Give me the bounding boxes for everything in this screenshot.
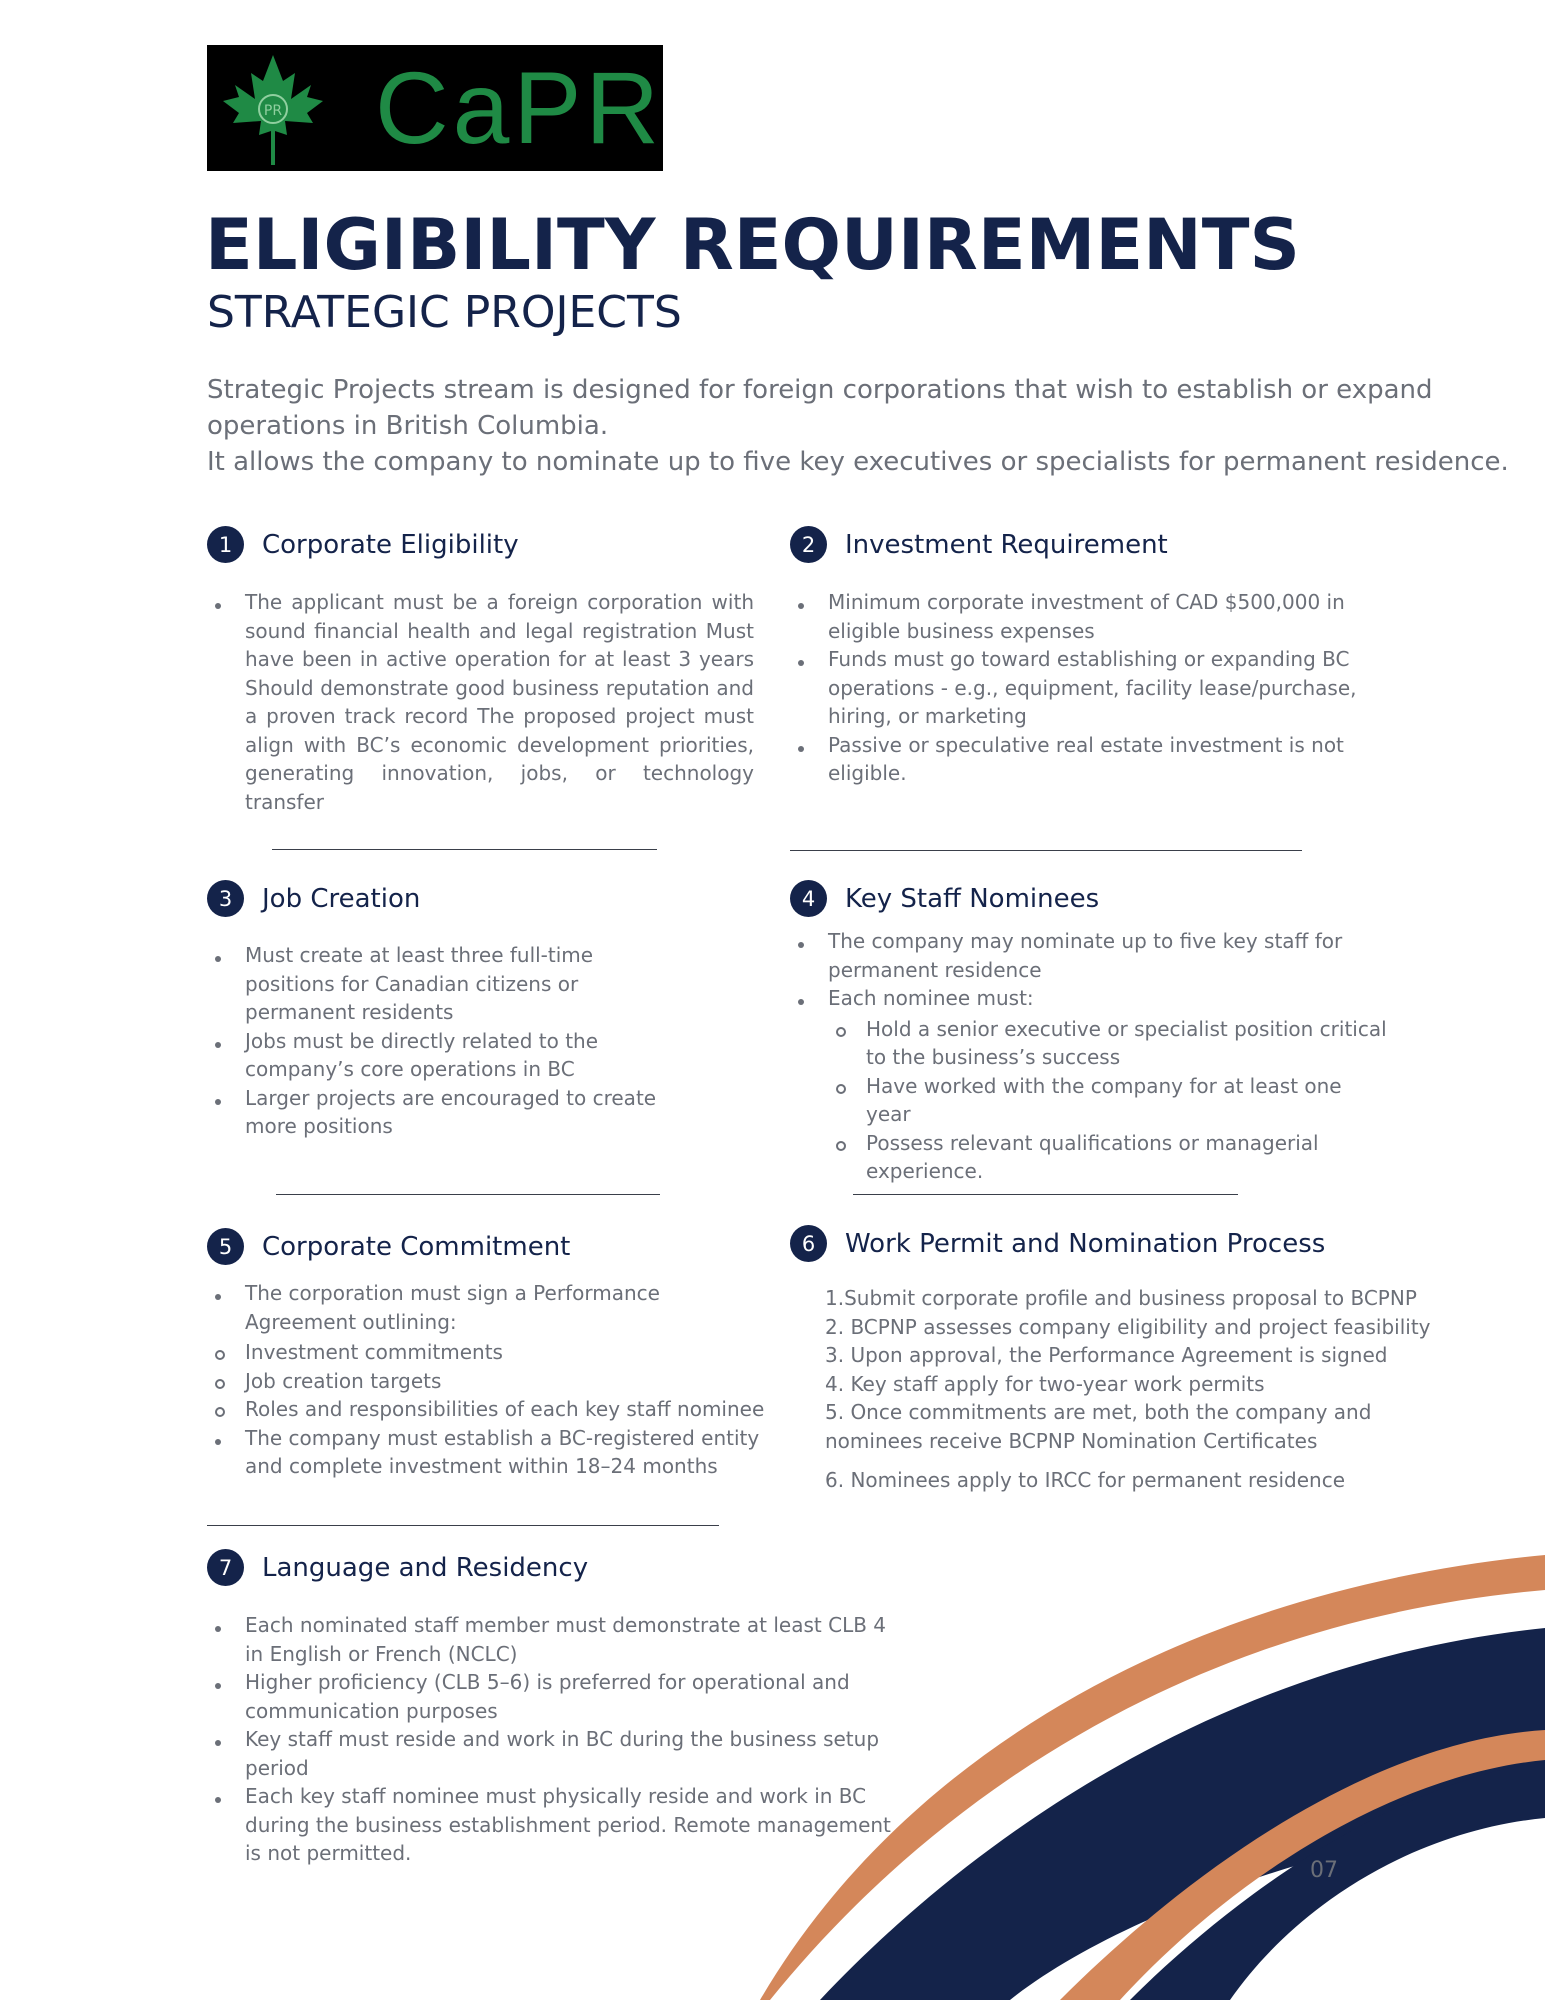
logo-wordmark: CaPR (375, 51, 664, 165)
divider (207, 1525, 719, 1526)
divider (276, 1194, 660, 1195)
page-title: ELIGIBILITY REQUIREMENTS (205, 204, 1300, 286)
list-item (790, 984, 1390, 1186)
step-item: 3. Upon approval, the Performance Agreement is signed (825, 1343, 1388, 1367)
emblem-text: PR (263, 103, 283, 119)
maple-leaf-icon (219, 51, 327, 169)
section-number-badge: 5 (207, 1228, 244, 1265)
section-7-header (207, 1549, 588, 1586)
sub-list (207, 1338, 777, 1424)
step-item: 1.Submit corporate profile and business proposal to BCPNP (825, 1286, 1417, 1310)
list-item: Must create at least three full-time positions for Canadian citizens or permanent residents (207, 941, 687, 1027)
sub-list-item: Roles and responsibilities of each key staff nominee (207, 1395, 777, 1424)
page-subtitle: STRATEGIC PROJECTS (207, 287, 682, 338)
list-item: Each key staff nominee must physically reside and work in BC during the business establishment period. Remote management is not permitted. (207, 1782, 907, 1868)
sub-list-item: Have worked with the company for at least one year (828, 1072, 1390, 1129)
sub-list-item: Investment commitments (207, 1338, 777, 1367)
list-item: Funds must go toward establishing or expanding BC operations - e.g., equipment, facility lease/purchase, hiring, or marketing (790, 645, 1390, 731)
step-item: 5. Once commitments are met, both the company and (825, 1400, 1372, 1424)
section-number-badge: 4 (790, 880, 827, 917)
section-title: Key Staff Nominees (845, 883, 1100, 914)
intro-line: operations in British Columbia. (207, 411, 609, 441)
section-title: Investment Requirement (845, 529, 1168, 560)
list-item: The company may nominate up to five key staff for permanent residence (790, 927, 1390, 984)
list-item: The company must establish a BC-registered entity and complete investment within 18–24 months (207, 1424, 777, 1481)
section-3-header (207, 880, 420, 917)
intro-line: It allows the company to nominate up to five key executives or specialists for permanent residence. (207, 447, 1509, 477)
section-title: Job Creation (262, 883, 421, 914)
section-3-list (207, 941, 687, 1141)
sub-list-item: Possess relevant qualifications or managerial experience. (828, 1129, 1390, 1186)
section-7-list (207, 1611, 907, 1868)
intro-line: Strategic Projects stream is designed for foreign corporations that wish to establish or expand (207, 375, 1433, 405)
section-4-list (790, 927, 1390, 1186)
list-item: Passive or speculative real estate investment is not eligible. (790, 731, 1390, 788)
section-1-header (207, 526, 519, 563)
section-4-header (790, 880, 1099, 917)
section-5-header (207, 1228, 570, 1265)
list-item: The applicant must be a foreign corporation with sound financial health and legal registration Must have been in active operation for at least 3 years Should demonstrate good business reputation and a proven track record The proposed project must align with BC’s economic development priorities, generating innovation, jobs, or technology transfer (207, 588, 754, 816)
section-2-header (790, 526, 1168, 563)
list-item: Key staff must reside and work in BC during the business setup period (207, 1725, 907, 1782)
sub-list-item: Job creation targets (207, 1367, 777, 1396)
list-item: Larger projects are encouraged to create more positions (207, 1084, 687, 1141)
section-number-badge: 7 (207, 1549, 244, 1586)
step-item: 6. Nominees apply to IRCC for permanent residence (825, 1468, 1346, 1492)
section-5-list (207, 1279, 777, 1481)
capr-logo (207, 45, 663, 171)
section-6-header (790, 1225, 1325, 1262)
list-item: Minimum corporate investment of CAD $500,000 in eligible business expenses (790, 588, 1390, 645)
list-item: Higher proficiency (CLB 5–6) is preferred for operational and communication purposes (207, 1668, 907, 1725)
section-number-badge: 6 (790, 1225, 827, 1262)
step-item: 4. Key staff apply for two-year work permits (825, 1371, 1265, 1396)
divider (853, 1194, 1238, 1195)
section-number-badge: 2 (790, 526, 827, 563)
section-title: Language and Residency (262, 1552, 589, 1583)
step-item: nominees receive BCPNP Nomination Certificates (825, 1428, 1318, 1453)
step-item: 2. BCPNP assesses company eligibility and project feasibility (825, 1314, 1431, 1339)
sub-list (828, 1015, 1390, 1186)
divider (272, 849, 657, 850)
section-2-list (790, 588, 1390, 788)
list-item-text: Each nominee must: (828, 986, 1034, 1010)
list-item: Each nominated staff member must demonstrate at least CLB 4 in English or French (NCLC) (207, 1611, 907, 1668)
section-title: Work Permit and Nomination Process (845, 1228, 1326, 1259)
list-item-text: The corporation must sign a Performance Agreement outlining: (245, 1281, 660, 1334)
sub-list-item: Hold a senior executive or specialist position critical to the business’s success (828, 1015, 1390, 1072)
page-number: 07 (1310, 1858, 1338, 1883)
list-item: Jobs must be directly related to the company’s core operations in BC (207, 1027, 687, 1084)
section-title: Corporate Commitment (262, 1231, 571, 1262)
intro-paragraph (207, 372, 1527, 480)
list-item (207, 1279, 777, 1424)
section-1-list (207, 588, 754, 816)
section-number-badge: 3 (207, 880, 244, 917)
section-6-steps (825, 1284, 1431, 1495)
section-number-badge: 1 (207, 526, 244, 563)
section-title: Corporate Eligibility (262, 529, 519, 560)
divider (790, 850, 1302, 851)
